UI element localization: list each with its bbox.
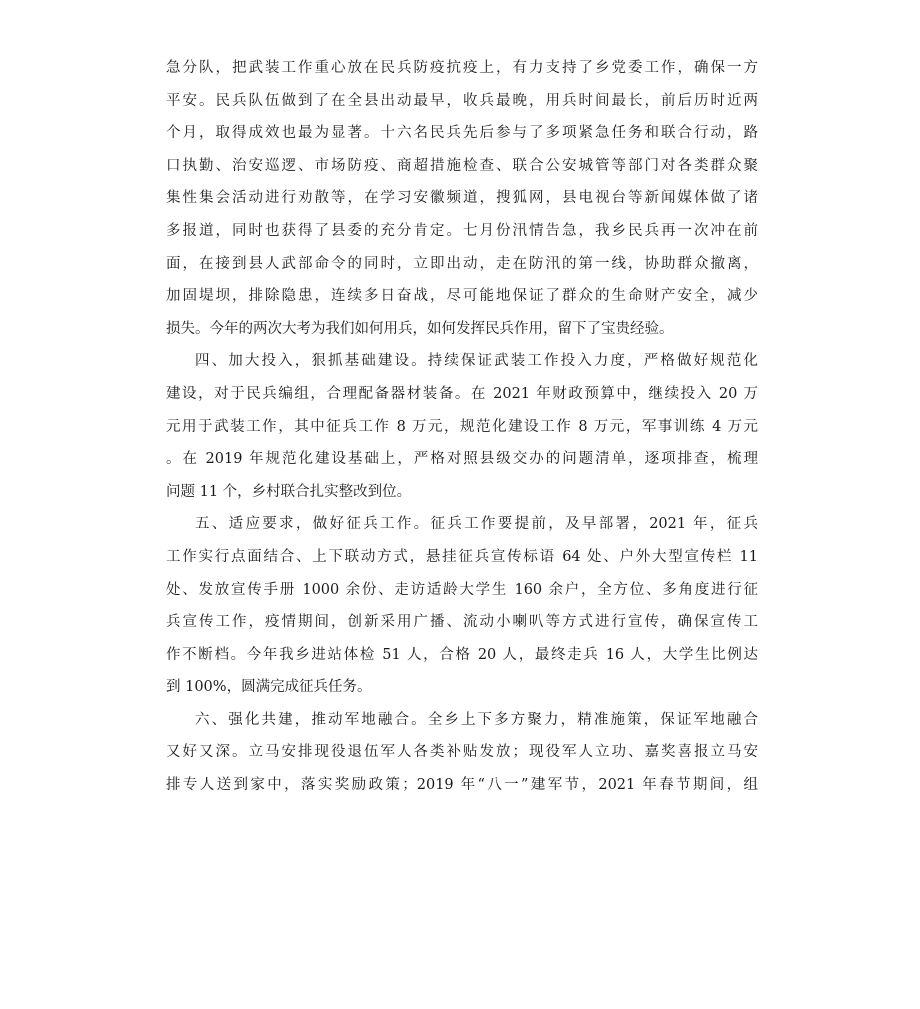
paragraph-p-four [166,345,758,508]
text-line: 又好又深。立马安排现役退伍军人各类补贴发放；现役军人立功、嘉奖喜报立马安 [166,744,758,761]
text-line: 六、强化共建，推动军地融合。全乡上下多方聚力，精准施策，保证军地融合 [195,711,758,728]
text-line: 多报道，同时也获得了县委的充分肯定。七月份汛情告急，我乡民兵再一次冲在前 [166,222,758,239]
text-line: 面，在接到县人武部命令的同时，立即出动，走在防汛的第一线，协助群众撤离， [166,255,758,272]
text-line: 四、加大投入，狠抓基础建设。持续保证武装工作投入力度，严格做好规范化 [195,353,758,370]
text-line: 工作实行点面结合、上下联动方式，悬挂征兵宣传标语 64 处、户外大型宣传栏 11 [166,548,758,565]
text-line: 兵宣传工作，疫情期间，创新采用广播、流动小喇叭等方式进行宣传，确保宣传工 [166,614,758,631]
text-line: 加固堤坝，排除隐患，连续多日奋战，尽可能地保证了群众的生命财产安全，减少 [166,288,758,305]
text-line: 集性集会活动进行劝散等，在学习安徽频道，搜狐网，县电视台等新闻媒体做了诸 [166,190,758,207]
paragraph-p-six [166,704,758,802]
text-line: 损失。今年的两次大考为我们如何用兵，如何发挥民兵作用，留下了宝贵经验。 [166,320,674,337]
text-line: 。在 2019 年规范化建设基础上，严格对照县级交办的问题清单，逐项排查，梳理 [166,451,758,468]
text-line: 到 100%，圆满完成征兵任务。 [166,679,372,696]
text-line: 建设，对于民兵编组，合理配备器材装备。在 2021 年财政预算中，继续投入 20 万 [166,385,758,402]
text-line: 排专人送到家中，落实奖励政策；2019 年“八一”建军节，2021 年春节期间，组 [166,777,758,794]
text-line: 急分队，把武装工作重心放在民兵防疫抗疫上，有力支持了乡党委工作，确保一方 [166,60,758,76]
text-line: 平安。民兵队伍做到了在全县出动最早，收兵最晚，用兵时间最长，前后历时近两 [166,92,758,109]
text-line: 元用于武装工作，其中征兵工作 8 万元，规范化建设工作 8 万元，军事训练 4 万元 [166,418,758,435]
text-line: 个月，取得成效也最为显著。十六名民兵先后参与了多项紧急任务和联合行动，路 [166,125,758,142]
text-line: 五、适应要求，做好征兵工作。征兵工作要提前，及早部署，2021 年，征兵 [195,516,758,533]
text-line: 处、发放宣传手册 1000 余份、走访适龄大学生 160 余户，全方位、多角度进行征 [166,581,758,598]
paragraph-p-continued [166,52,758,345]
text-line: 口执勤、治安巡逻、市场防疫、商超措施检查、联合公安城管等部门对各类群众聚 [166,157,758,174]
document-body [166,52,758,802]
paragraph-p-five [166,508,758,704]
text-line: 问题 11 个，乡村联合扎实整改到位。 [166,483,412,500]
text-line: 作不断档。今年我乡进站体检 51 人，合格 20 人，最终走兵 16 人，大学生比例达 [166,646,758,663]
